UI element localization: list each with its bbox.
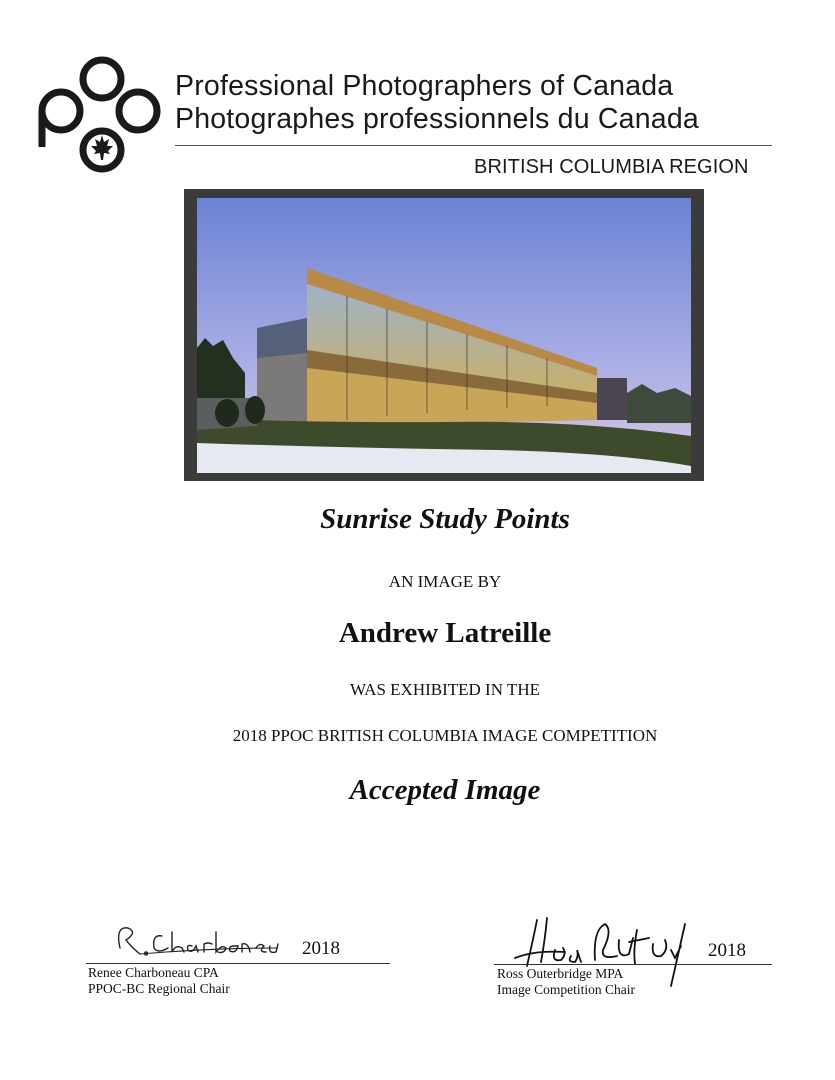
signer-role: Image Competition Chair (497, 982, 635, 997)
signature-line (494, 964, 772, 965)
org-name-english: Professional Photographers of Canada (175, 70, 674, 102)
competition-name: 2018 PPOC BRITISH COLUMBIA IMAGE COMPETITION (232, 726, 658, 745)
signature-line (86, 963, 390, 964)
photograph (197, 198, 691, 473)
region-label: BRITISH COLUMBIA REGION (474, 156, 749, 178)
author-name: Andrew Latreille (338, 617, 552, 649)
by-label: AN IMAGE BY (388, 572, 502, 591)
organization-name (175, 70, 775, 136)
handwritten-signature-icon (100, 918, 280, 963)
image-title: Sunrise Study Points (320, 503, 570, 535)
award-title: Accepted Image (349, 774, 541, 806)
signer-name: Renee Charboneau CPA (88, 965, 219, 980)
signature-year: 2018 (302, 938, 340, 959)
org-name-french: Photographes professionnels du Canada (175, 103, 699, 135)
signature-year: 2018 (708, 940, 746, 961)
exhibited-label: WAS EXHIBITED IN THE (350, 680, 540, 699)
header-divider (175, 145, 772, 146)
signer-name: Ross Outerbridge MPA (497, 966, 624, 981)
ppoc-logo-icon (38, 55, 163, 180)
signer-role: PPOC-BC Regional Chair (88, 981, 230, 996)
